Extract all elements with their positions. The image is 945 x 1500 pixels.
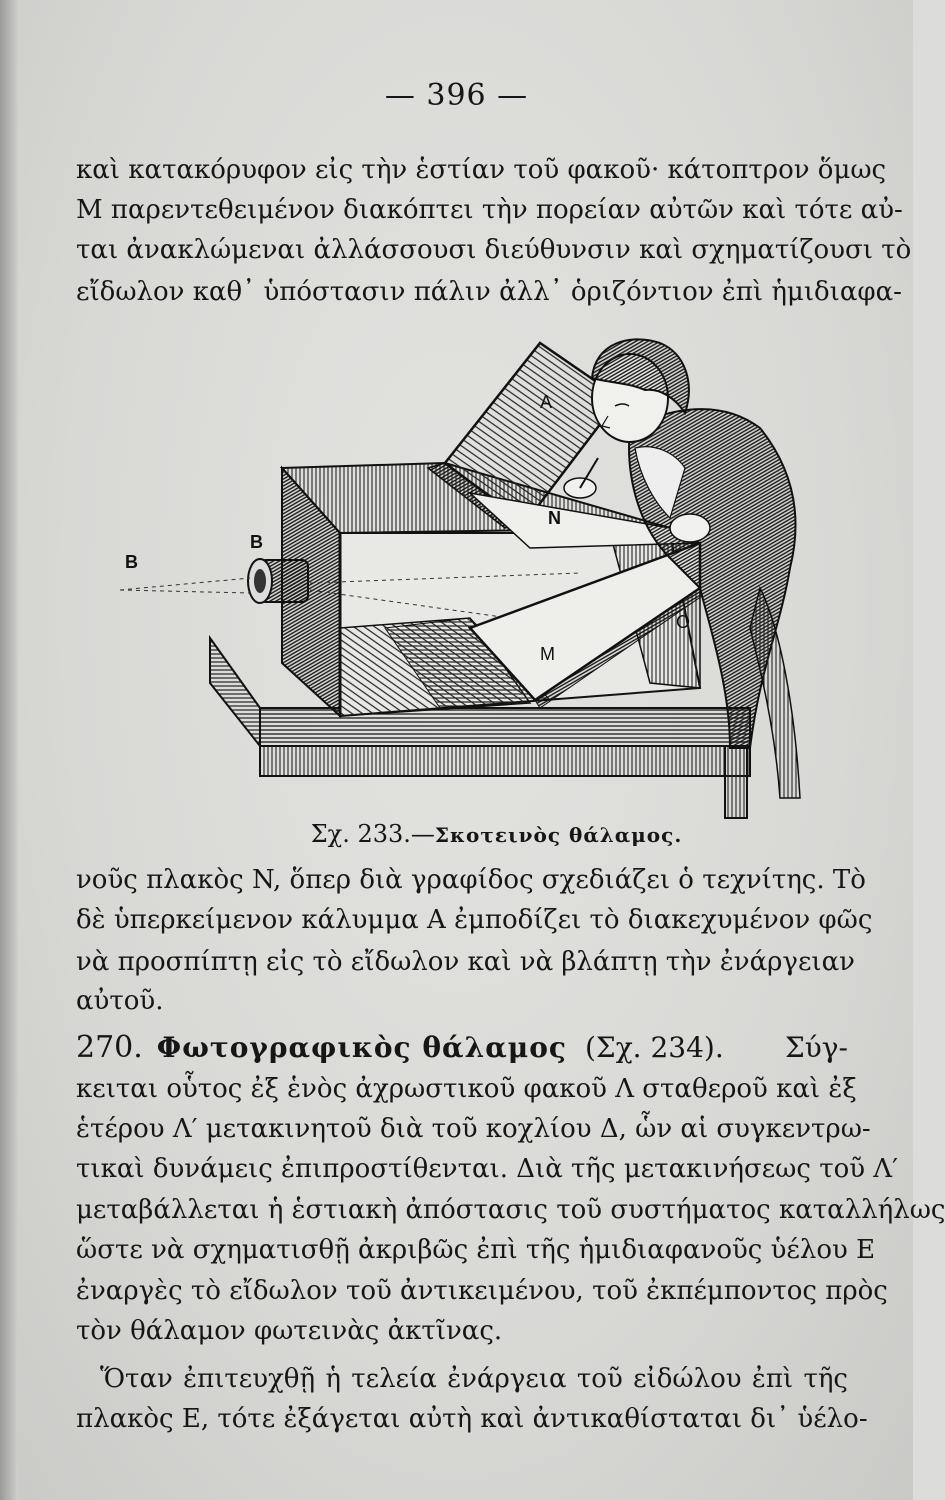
section-title: Φωτογραφικὸς θάλαμος [156, 1031, 567, 1064]
section-continuation: Σύγ- [784, 1031, 848, 1064]
text-line: δὲ ὑπερκείμενον κάλυμμα A ἐμποδίζει τὸ διακεχυμένον φῶς [76, 905, 873, 935]
figure-caption [0, 820, 913, 848]
section-figure-ref: (Σχ. 234). [584, 1031, 724, 1064]
text-line: ἐναργὲς τὸ εἴδωλον τοῦ ἀντικειμένου, τοῦ ἐκπέμποντος πρὸς [76, 1276, 888, 1306]
label-b-lens: B [250, 532, 263, 552]
label-b-left: B [125, 552, 138, 572]
text-line: ἑτέρου Λ′ μετακινητοῦ διὰ τοῦ κοχλίου Δ, ὧν αἱ συγκεντρω- [76, 1114, 871, 1144]
text-line: αὐτοῦ. [76, 986, 164, 1016]
label-n: N [548, 508, 561, 528]
lens [248, 559, 308, 603]
text-line: τικαὶ δυνάμεις ἐπιπροστίθενται. Διὰ τῆς μετακινήσεως τοῦ Λ′ [76, 1154, 898, 1184]
text-line: Ὅταν ἐπιτευχθῇ ἡ τελεία ἐνάργεια τοῦ εἰδώλου ἐπὶ τῆς [100, 1364, 848, 1394]
text-line: πλακὸς E, τότε ἐξάγεται αὐτὴ καὶ ἀντικαθίσταται δι᾽ ὑέλο- [76, 1404, 868, 1434]
caption-title: Σκοτεινὸς θάλαμος. [434, 823, 683, 847]
label-m: M [540, 644, 555, 664]
text-line: νὰ προσπίπτῃ εἰς τὸ εἴδωλον καὶ νὰ βλάπτῃ τὴν ἐνάργειαν [76, 947, 855, 977]
text-line: νοῦς πλακὸς N, ὅπερ διὰ γραφίδος σχεδιάζει ὁ τεχνίτης. Τὸ [76, 865, 866, 895]
page-number: — 396 — [384, 78, 529, 113]
text-line: ὥστε νὰ σχηματισθῇ ἀκριβῶς ἐπὶ τῆς ἡμιδιαφανοῦς ὑέλου E [76, 1235, 876, 1265]
text-line: τὸν θάλαμον φωτεινὰς ἀκτῖνας. [76, 1316, 503, 1346]
text-line: καὶ κατακόρυφον εἰς τὴν ἑστίαν τοῦ φακοῦ· κάτοπτρον ὅμως [76, 155, 887, 185]
section-heading [76, 1030, 848, 1067]
caption-prefix: Σχ. 233.— [310, 820, 435, 848]
label-o: O [676, 612, 691, 632]
text-line: μεταβάλλεται ἡ ἑστιακὴ ἀπόστασις τοῦ συστήματος καταλλήλως [76, 1195, 945, 1225]
text-line: ται ἀνακλώμεναι ἀλλάσσουσι διεύθυνσιν καὶ σχηματίζουσι τὸ [76, 235, 912, 265]
section-number: 270. [76, 1030, 143, 1065]
text-line: κειται οὗτος ἐξ ἑνὸς ἀχρωστικοῦ φακοῦ Λ σταθεροῦ καὶ ἐξ [76, 1074, 857, 1104]
camera-obscura-illustration [110, 328, 800, 818]
text-line: M παρεντεθειμένον διακόπτει τὴν πορείαν αὐτῶν καὶ τότε αὐ- [76, 195, 903, 225]
text-line: εἴδωλον καθ᾽ ὑπόστασιν πάλιν ἀλλ᾽ ὁριζόντιον ἐπὶ ἡμιδιαφα- [76, 277, 902, 307]
label-a: A [540, 392, 553, 412]
book-spine-shadow [0, 0, 18, 1500]
